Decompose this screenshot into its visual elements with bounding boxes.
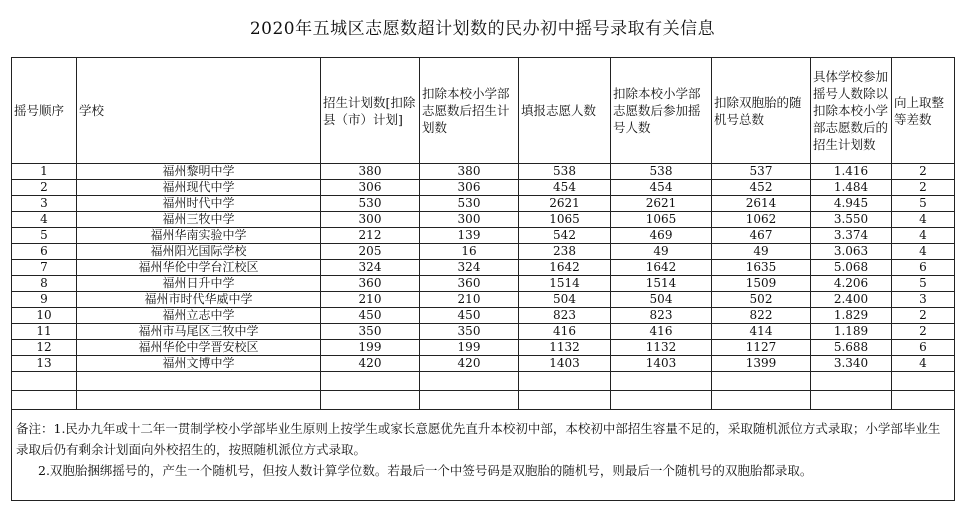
table-row: [12, 276, 955, 292]
cell-applicants: 2621: [519, 196, 611, 212]
cell-plan: 420: [321, 356, 420, 372]
table-row: [12, 260, 955, 276]
empty-cell: [811, 391, 892, 410]
cell-ceil: 6: [892, 260, 955, 276]
empty-cell: [77, 391, 321, 410]
page-title: 2020年五城区志愿数超计划数的民办初中摇号录取有关信息: [249, 19, 716, 39]
cell-plan-adjusted: 450: [420, 308, 519, 324]
cell-ratio: 1.829: [811, 308, 892, 324]
cell-ratio: 3.550: [811, 212, 892, 228]
note-line-1: 备注：1.民办九年或十二年一贯制学校小学部毕业生原则上按学生或家长意愿优先直升本校初中部，本校初中部招生容量不足的，采取随机派位方式录取；小学部毕业生录取后仍有剩余计划面向外校招生的，按照随机派位方式录取。: [16, 421, 941, 457]
cell-ceil: 4: [892, 228, 955, 244]
cell-applicants: 538: [519, 164, 611, 180]
cell-ceil: 2: [892, 164, 955, 180]
cell-lottery-count: 538: [611, 164, 712, 180]
cell-random-total: 467: [712, 228, 811, 244]
cell-applicants: 1403: [519, 356, 611, 372]
cell-applicants: 238: [519, 244, 611, 260]
empty-cell: [712, 372, 811, 391]
header-row: [12, 58, 955, 164]
cell-lottery-count: 1132: [611, 340, 712, 356]
empty-cell: [12, 391, 77, 410]
cell-plan: 199: [321, 340, 420, 356]
cell-applicants: 1642: [519, 260, 611, 276]
cell-school: 福州华伦中学台江校区: [77, 260, 321, 276]
header-cell-school: 学校: [77, 58, 321, 164]
cell-school: 福州立志中学: [77, 308, 321, 324]
cell-random-total: 1509: [712, 276, 811, 292]
cell-random-total: 1399: [712, 356, 811, 372]
table-row: [12, 212, 955, 228]
cell-random-total: 452: [712, 180, 811, 196]
cell-random-total: 1635: [712, 260, 811, 276]
empty-cell: [611, 391, 712, 410]
admission-table: [11, 57, 955, 501]
cell-school: 福州华伦中学晋安校区: [77, 340, 321, 356]
note-cell: [12, 410, 955, 501]
cell-lottery-count: 2621: [611, 196, 712, 212]
cell-lottery-count: 823: [611, 308, 712, 324]
cell-plan: 360: [321, 276, 420, 292]
cell-ceil: 3: [892, 292, 955, 308]
cell-school: 福州日升中学: [77, 276, 321, 292]
note-line-2: 2.双胞胎捆绑摇号的，产生一个随机号，但按人数计算学位数。若最后一个中签号码是双胞胎的随机号，则最后一个随机号的双胞胎都录取。: [38, 463, 813, 478]
cell-school: 福州时代中学: [77, 196, 321, 212]
empty-cell: [519, 391, 611, 410]
cell-order: 10: [12, 308, 77, 324]
header-cell-ceil: 向上取整等差数: [892, 58, 955, 164]
cell-random-total: 414: [712, 324, 811, 340]
table-row: [12, 292, 955, 308]
table-row: [12, 196, 955, 212]
cell-random-total: 502: [712, 292, 811, 308]
cell-plan: 450: [321, 308, 420, 324]
table-row: [12, 308, 955, 324]
cell-lottery-count: 416: [611, 324, 712, 340]
cell-plan: 210: [321, 292, 420, 308]
cell-plan-adjusted: 306: [420, 180, 519, 196]
cell-ratio: 3.340: [811, 356, 892, 372]
cell-random-total: 537: [712, 164, 811, 180]
cell-ceil: 6: [892, 340, 955, 356]
empty-cell: [892, 372, 955, 391]
cell-ratio: 5.068: [811, 260, 892, 276]
cell-ceil: 2: [892, 308, 955, 324]
empty-cell: [611, 372, 712, 391]
cell-ratio: 5.688: [811, 340, 892, 356]
cell-school: 福州三牧中学: [77, 212, 321, 228]
empty-row: [12, 391, 955, 410]
cell-ratio: 3.063: [811, 244, 892, 260]
cell-order: 1: [12, 164, 77, 180]
cell-ratio: 1.189: [811, 324, 892, 340]
cell-plan: 300: [321, 212, 420, 228]
cell-plan-adjusted: 380: [420, 164, 519, 180]
empty-cell: [321, 372, 420, 391]
table-row: [12, 180, 955, 196]
cell-ceil: 5: [892, 276, 955, 292]
cell-order: 8: [12, 276, 77, 292]
cell-order: 6: [12, 244, 77, 260]
cell-lottery-count: 454: [611, 180, 712, 196]
cell-lottery-count: 469: [611, 228, 712, 244]
cell-plan: 350: [321, 324, 420, 340]
cell-school: 福州文博中学: [77, 356, 321, 372]
cell-ratio: 2.400: [811, 292, 892, 308]
cell-random-total: 1062: [712, 212, 811, 228]
empty-cell: [77, 372, 321, 391]
empty-cell: [12, 372, 77, 391]
cell-ceil: 2: [892, 180, 955, 196]
header-cell-ratio: 具体学校参加摇号人数除以扣除本校小学部志愿数后的招生计划数: [811, 58, 892, 164]
table-row: [12, 356, 955, 372]
header-cell-plan-adjusted: 扣除本校小学部志愿数后招生计划数: [420, 58, 519, 164]
empty-cell: [420, 372, 519, 391]
cell-applicants: 542: [519, 228, 611, 244]
cell-ratio: 4.206: [811, 276, 892, 292]
cell-plan-adjusted: 350: [420, 324, 519, 340]
cell-applicants: 1132: [519, 340, 611, 356]
cell-plan-adjusted: 420: [420, 356, 519, 372]
header-cell-applicants: 填报志愿人数: [519, 58, 611, 164]
cell-school: 福州市马尾区三牧中学: [77, 324, 321, 340]
cell-ceil: 4: [892, 356, 955, 372]
cell-order: 4: [12, 212, 77, 228]
cell-school: 福州华南实验中学: [77, 228, 321, 244]
cell-plan: 530: [321, 196, 420, 212]
table-row: [12, 340, 955, 356]
cell-plan: 324: [321, 260, 420, 276]
cell-random-total: 2614: [712, 196, 811, 212]
empty-cell: [321, 391, 420, 410]
cell-applicants: 1514: [519, 276, 611, 292]
cell-random-total: 1127: [712, 340, 811, 356]
table-row: [12, 244, 955, 260]
table-row: [12, 164, 955, 180]
cell-ceil: 5: [892, 196, 955, 212]
cell-lottery-count: 1403: [611, 356, 712, 372]
table-body: [12, 164, 955, 501]
empty-cell: [892, 391, 955, 410]
cell-ratio: 1.416: [811, 164, 892, 180]
cell-order: 9: [12, 292, 77, 308]
empty-cell: [519, 372, 611, 391]
cell-order: 11: [12, 324, 77, 340]
cell-applicants: 454: [519, 180, 611, 196]
empty-cell: [811, 372, 892, 391]
cell-applicants: 823: [519, 308, 611, 324]
cell-plan: 380: [321, 164, 420, 180]
cell-ratio: 1.484: [811, 180, 892, 196]
cell-ceil: 4: [892, 244, 955, 260]
cell-applicants: 504: [519, 292, 611, 308]
cell-applicants: 416: [519, 324, 611, 340]
cell-random-total: 822: [712, 308, 811, 324]
table-row: [12, 324, 955, 340]
cell-order: 7: [12, 260, 77, 276]
cell-plan-adjusted: 530: [420, 196, 519, 212]
cell-lottery-count: 1514: [611, 276, 712, 292]
cell-order: 12: [12, 340, 77, 356]
cell-plan-adjusted: 360: [420, 276, 519, 292]
cell-lottery-count: 1642: [611, 260, 712, 276]
cell-random-total: 49: [712, 244, 811, 260]
cell-plan: 205: [321, 244, 420, 260]
header-cell-random-total: 扣除双胞胎的随机号总数: [712, 58, 811, 164]
cell-plan-adjusted: 199: [420, 340, 519, 356]
cell-school: 福州黎明中学: [77, 164, 321, 180]
cell-order: 13: [12, 356, 77, 372]
cell-lottery-count: 49: [611, 244, 712, 260]
cell-plan-adjusted: 210: [420, 292, 519, 308]
cell-ratio: 4.945: [811, 196, 892, 212]
cell-school: 福州现代中学: [77, 180, 321, 196]
cell-school: 福州市时代华威中学: [77, 292, 321, 308]
header-cell-plan: 招生计划数[扣除县（市）计划]: [321, 58, 420, 164]
empty-cell: [420, 391, 519, 410]
cell-ceil: 4: [892, 212, 955, 228]
header-cell-lottery-count: 扣除本校小学部志愿数后参加摇号人数: [611, 58, 712, 164]
empty-row: [12, 372, 955, 391]
cell-order: 3: [12, 196, 77, 212]
cell-school: 福州阳光国际学校: [77, 244, 321, 260]
cell-plan-adjusted: 300: [420, 212, 519, 228]
cell-applicants: 1065: [519, 212, 611, 228]
cell-plan: 212: [321, 228, 420, 244]
cell-lottery-count: 504: [611, 292, 712, 308]
cell-plan-adjusted: 139: [420, 228, 519, 244]
empty-cell: [712, 391, 811, 410]
cell-lottery-count: 1065: [611, 212, 712, 228]
cell-plan: 306: [321, 180, 420, 196]
cell-order: 2: [12, 180, 77, 196]
cell-plan-adjusted: 324: [420, 260, 519, 276]
note-row: [12, 410, 955, 501]
header-cell-order: 摇号顺序: [12, 58, 77, 164]
table-row: [12, 228, 955, 244]
cell-ratio: 3.374: [811, 228, 892, 244]
cell-ceil: 2: [892, 324, 955, 340]
cell-order: 5: [12, 228, 77, 244]
cell-plan-adjusted: 16: [420, 244, 519, 260]
